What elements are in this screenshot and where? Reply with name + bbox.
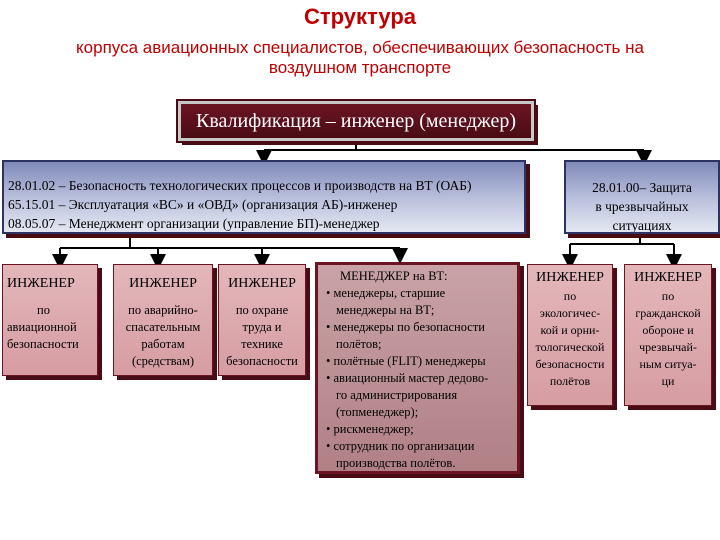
defense-line: 28.01.00– Защита [592, 180, 692, 195]
engineer-line: по охране [235, 303, 289, 317]
qualification-label: Квалификация – инженер (менеджер) [195, 110, 516, 132]
engineer-heading: ИНЖЕНЕР [634, 270, 702, 285]
engineer-line: кой и орни- [540, 323, 600, 337]
engineer-line: полётов [549, 374, 591, 388]
engineer-line: (средствам) [131, 354, 195, 368]
engineer-line: по [661, 289, 675, 303]
diagram-subtitle-line-1: корпуса авиационных специалистов, обеспечивающих безопасность на [76, 38, 644, 57]
specialty-line: 08.05.07 – Менеджмент организации (управление БП)-менеджер [8, 216, 380, 231]
engineer-line: безопасности [7, 337, 79, 351]
engineer-heading: ИНЖЕНЕР [228, 276, 296, 291]
specialty-line: 65.15.01 – Эксплуатация «ВС» и «ОВД» (организация АБ)-инженер [8, 197, 398, 212]
specialties-box [2, 160, 526, 234]
manager-line: производства полётов. [336, 456, 456, 470]
engineer-heading: ИНЖЕНЕР [7, 276, 75, 291]
manager-line: менеджеры на ВТ; [336, 303, 435, 317]
engineer-line: работам [141, 337, 185, 351]
engineer-line: спасательным [125, 320, 201, 334]
manager-line: • менеджеры по безопасности [326, 320, 485, 334]
specialty-line: 28.01.02 – Безопасность технологических процессов и производств на ВТ (ОАБ) [8, 178, 472, 193]
manager-heading: МЕНЕДЖЕР на ВТ: [340, 269, 448, 283]
manager-line: • сотрудник по организации [326, 439, 475, 453]
engineer-line: по аварийно- [128, 303, 198, 317]
manager-line: • авиационный мастер дедово- [326, 371, 489, 385]
engineer-line: безопасности [226, 354, 298, 368]
diagram-subtitle-line-2: воздушном транспорте [268, 58, 452, 77]
engineer-box-ecology [527, 264, 613, 406]
manager-box [315, 262, 520, 474]
qualification-box [178, 101, 534, 141]
manager-line: полётов; [336, 337, 382, 351]
engineer-line: ци [661, 374, 675, 388]
engineer-box-civil-defense [624, 264, 712, 406]
engineer-line: ным ситуа- [639, 357, 697, 371]
engineer-line: экологичес- [539, 306, 601, 320]
engineer-box-labor-safety [218, 264, 306, 376]
engineer-box-aviation-safety [2, 264, 98, 376]
engineer-heading: ИНЖЕНЕР [129, 276, 197, 291]
defense-line: в чрезвычайных [595, 199, 689, 214]
manager-line: • рискменеджер; [326, 422, 414, 436]
engineer-line: безопасности [535, 357, 605, 371]
defense-box [564, 160, 720, 234]
engineer-line: авиационной [7, 320, 77, 334]
manager-line: го администрирования [336, 388, 458, 402]
engineer-line: технике [241, 337, 283, 351]
engineer-box-rescue [113, 264, 213, 376]
engineer-line: по [563, 289, 577, 303]
engineer-line: гражданской [635, 306, 701, 320]
manager-line: (топменеджер); [336, 405, 419, 419]
engineer-line: тологической [535, 340, 605, 354]
manager-line: • полётные (FLIT) менеджеры [326, 354, 486, 368]
engineer-line: труда и [242, 320, 282, 334]
manager-line: • менеджеры, старшие [326, 286, 446, 300]
defense-line: ситуациях [612, 218, 672, 233]
engineer-line: по [37, 303, 50, 317]
engineer-heading: ИНЖЕНЕР [536, 270, 604, 285]
engineer-line: обороне и [642, 323, 694, 337]
engineer-line: чрезвычай- [639, 340, 697, 354]
diagram-title: Структура [304, 4, 416, 29]
